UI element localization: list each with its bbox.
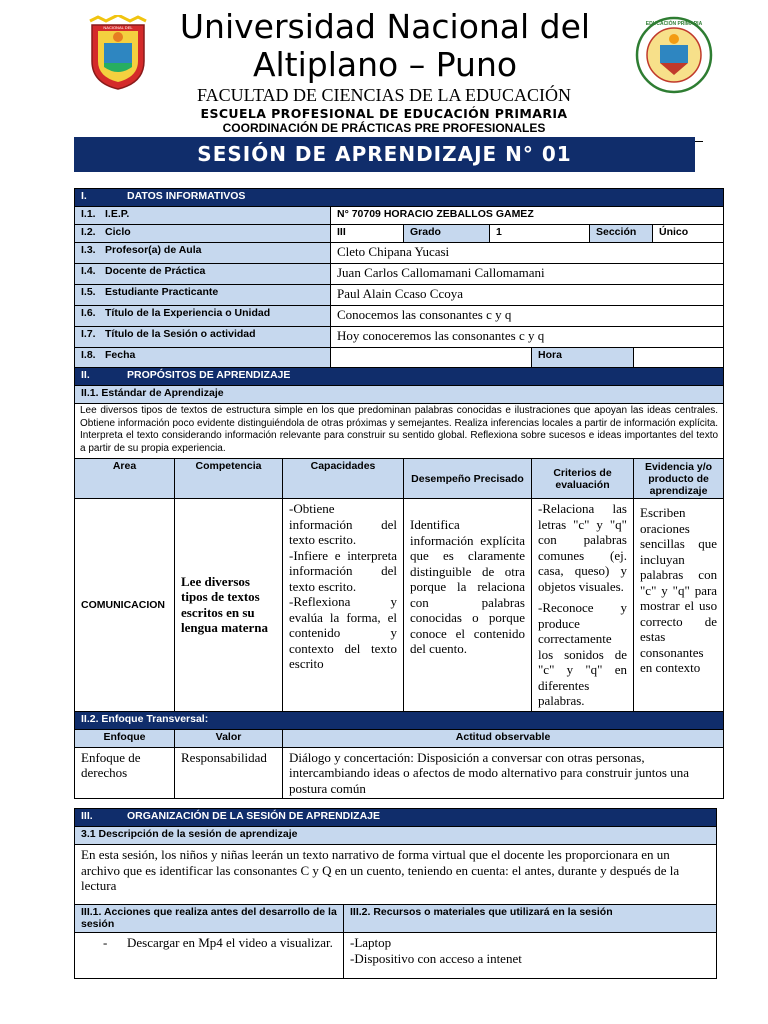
header-competencia: Competencia [175, 459, 283, 499]
descripcion-title: 3.1 Descripción de la sesión de aprendizaje [75, 827, 717, 845]
sesion-value: Hoy conoceremos las consonantes c y q [331, 327, 724, 348]
faculty-name: FACULTAD DE CIENCIAS DE LA EDUCACIÓN [196, 85, 572, 105]
descripcion-text: En esta sesión, los niños y niñas leerán un texto narrativo de forma virtual que el docente les proporcionara en un archivo que es identificar las consonantes C y Q en un cuento, teniendo en cuenta: el antes, durante y después de la lectura [75, 845, 717, 905]
accion-item: - Descargar en Mp4 el video a visualizar. [103, 935, 333, 950]
enfoque-header: Enfoque [75, 729, 175, 747]
session-title: SESIÓN DE APRENDIZAJE N° 01 [74, 137, 695, 172]
school-name: ESCUELA PROFESIONAL DE EDUCACIÓN PRIMARIA [200, 106, 568, 121]
header-area: Area [75, 459, 175, 499]
estandar-text: Lee diversos tipos de textos de estructura simple en los que predominan palabras conocidas e ilustraciones que apoyan las ideas centrales. Obtiene información poco evidente distinguiéndola de otras próximas y semejantes. Realiza inferencias locales a partir de información explícita. Interpreta el texto considerando información relevante para construir su sentido global. Reflexiona sobre sucesos e ideas importantes del texto a partir de su propia experiencia. [75, 404, 724, 459]
criterios-cell [532, 499, 634, 712]
sesion-label: I.7. Título de la Sesión o actividad [75, 327, 331, 348]
seccion-label: Sección [590, 225, 653, 243]
section-iii-header: III. ORGANIZACIÓN DE LA SESIÓN DE APRENDIZAJE [75, 809, 717, 827]
criterio-item: -Reconoce y produce correctamente los sonidos de "c" y "q" en diferentes palabras. [538, 600, 627, 708]
capacidad-item: -Reflexiona y evalúa la forma, el contenido y contexto del texto escrito [289, 594, 397, 671]
capacidades-cell [283, 499, 404, 712]
docente-value: Juan Carlos Callomamani Callomamani [331, 264, 724, 285]
capacidad-item: -Obtiene información del texto escrito. [289, 501, 397, 547]
recursos-title: III.2. Recursos o materiales que utilizará en la sesión [344, 905, 717, 933]
recurso-item: -Laptop [350, 935, 392, 950]
ciclo-label: I.2. Ciclo [75, 225, 331, 243]
logo-left-text: NACIONAL DEL [103, 25, 133, 30]
actitud-header: Actitud observable [283, 729, 724, 747]
enfoque-value: Enfoque de derechos [75, 747, 175, 799]
actitud-value: Diálogo y concertación: Disposición a conversar con otras personas, intercambiando ideas o afectos de modo alternativo para construir juntos una postura común [283, 747, 724, 799]
header-capacidades: Capacidades [283, 459, 404, 499]
datos-propositos-table [74, 188, 724, 799]
title-underline [695, 141, 703, 142]
profesor-label: I.3. Profesor(a) de Aula [75, 243, 331, 264]
grado-value: 1 [490, 225, 590, 243]
fecha-value [331, 348, 532, 368]
iep-value: N° 70709 HORACIO ZEBALLOS GAMEZ [331, 207, 724, 225]
capacidad-item: -Infiere e interpreta información del texto escrito. [289, 547, 397, 594]
acciones-title: III.1. Acciones que realiza antes del desarrollo de la sesión [75, 905, 344, 933]
docente-label: I.4. Docente de Práctica [75, 264, 331, 285]
acciones-cell [75, 933, 344, 979]
estudiante-value: Paul Alain Ccaso Ccoya [331, 285, 724, 306]
section-ii-header: II. PROPÓSITOS DE APRENDIZAJE [75, 368, 724, 386]
experiencia-label: I.6. Título de la Experiencia o Unidad [75, 306, 331, 327]
estandar-title: II.1. Estándar de Aprendizaje [75, 386, 724, 404]
school-seal-logo [634, 15, 714, 95]
recurso-item: -Dispositivo con acceso a intenet [350, 950, 522, 966]
hora-value [634, 348, 724, 368]
logo-right-text: EDUCACIÓN PRIMARIA [645, 21, 703, 27]
university-name: Universidad Nacional del Altiplano – Puno [179, 7, 591, 84]
grado-label: Grado [404, 225, 490, 243]
experiencia-value: Conocemos las consonantes c y q [331, 306, 724, 327]
organizacion-table [74, 808, 717, 979]
evidencia-cell: Escriben oraciones sencillas que incluyan palabras con "c" y "q" para mostrar el uso correcto de estas consonantes en contexto [634, 499, 724, 712]
recursos-cell [344, 933, 717, 979]
header-desempeno: Desempeño Precisado [404, 459, 532, 499]
profesor-value: Cleto Chipana Yucasi [331, 243, 724, 264]
estudiante-label: I.5. Estudiante Practicante [75, 285, 331, 306]
criterio-item: -Relaciona las letras "c" y "q" con palabras comunes (ej. casa, queso) y objetos visuales. [538, 501, 627, 594]
enfoque-title: II.2. Enfoque Transversal: [75, 711, 724, 729]
area-cell: COMUNICACION [75, 499, 175, 712]
competencia-cell: Lee diversos tipos de textos escritos en su lengua materna [175, 499, 283, 712]
section-i-header: I. DATOS INFORMATIVOS [75, 189, 724, 207]
valor-value: Responsabilidad [175, 747, 283, 799]
valor-header: Valor [175, 729, 283, 747]
hora-label: Hora [532, 348, 634, 368]
header-evidencia: Evidencia y/o producto de aprendizaje [634, 459, 724, 499]
coordination-name: COORDINACIÓN DE PRÁCTICAS PRE PROFESIONALES [222, 121, 546, 135]
iep-label: I.1. I.E.P. [75, 207, 331, 225]
ciclo-value: III [331, 225, 404, 243]
fecha-label: I.8. Fecha [75, 348, 331, 368]
seccion-value: Único [653, 225, 724, 243]
header-criterios: Criterios de evaluación [532, 459, 634, 499]
desempeno-cell: Identifica información explícita que es claramente distinguible de otra porque la relaciona con palabras conocidas o porque conoce el contenido del cuento. [404, 499, 532, 712]
